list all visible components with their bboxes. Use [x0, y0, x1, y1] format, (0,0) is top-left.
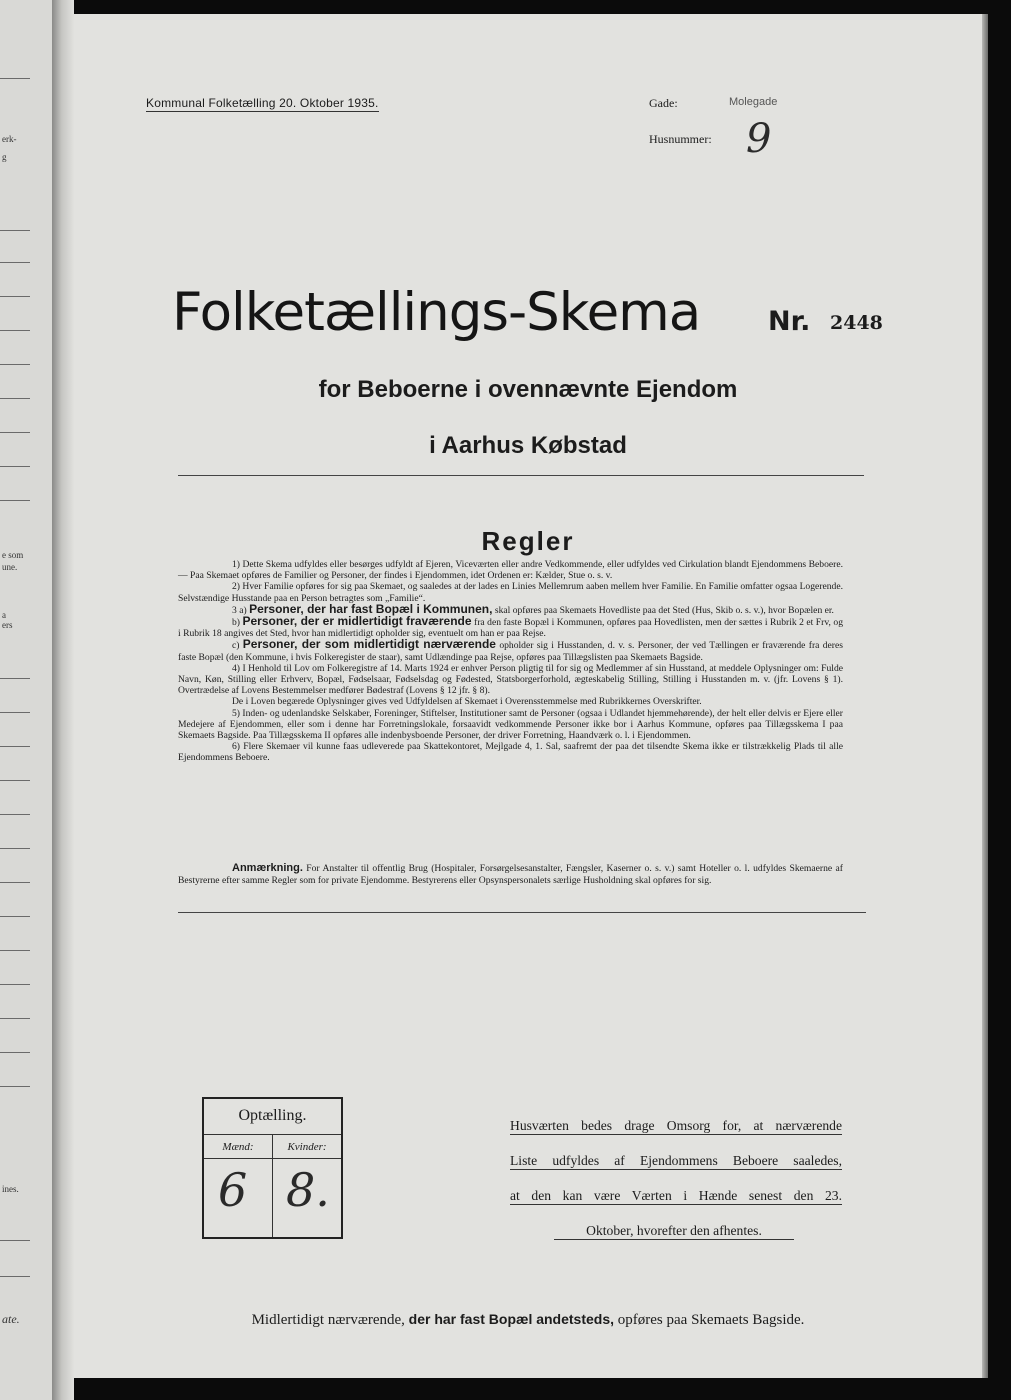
divider — [0, 882, 30, 883]
house-number-label: Husnummer: — [649, 132, 712, 146]
divider — [0, 1276, 30, 1277]
divider — [0, 712, 30, 713]
divider — [178, 912, 866, 913]
rules-heading: Regler — [481, 526, 575, 556]
divider — [0, 1052, 30, 1053]
men-count-value: 6 — [218, 1163, 248, 1217]
rule-1: 1) Dette Skema udfyldes eller besørges udfyldt af Ejeren, Viceværten eller andre Vedkommende, eller udfyldes ved Cirkulation blandt Ejendommens Beboere. — Paa Skemaet opføres de Familier og Personer, der findes i Ejendommen, idet Ordenen er: Kælder, Stue o. s. v. — [178, 559, 843, 582]
divider — [0, 398, 30, 399]
notice-line: Oktober, hvorefter den afhentes. — [554, 1223, 794, 1240]
footer-note — [74, 1311, 982, 1329]
form-title: Folketællings-Skema — [172, 282, 701, 343]
page-fragment-text: une. — [2, 562, 18, 572]
women-count-value: 8. — [286, 1163, 330, 1217]
divider — [0, 330, 30, 331]
census-header: Kommunal Folketælling 20. Oktober 1935. — [146, 96, 379, 110]
divider — [0, 780, 30, 781]
divider — [0, 500, 30, 501]
remark-paragraph — [178, 863, 843, 887]
divider — [0, 364, 30, 365]
divider — [0, 466, 30, 467]
divider — [204, 1158, 341, 1159]
rule-number: 3 a) — [232, 604, 247, 616]
divider — [0, 230, 30, 231]
rule-6: 6) Flere Skemaer vil kunne faas udleverede paa Skattekontoret, Mejlgade 4, 1. Sal, saafremt der paa det tilsendte Skema ikke er tilstrækkelig Plads til alle Ejendommens Beboere. — [178, 741, 843, 764]
divider — [0, 848, 30, 849]
page-fragment-text: erk- — [2, 134, 17, 144]
divider — [0, 1240, 30, 1241]
count-box — [202, 1097, 343, 1239]
women-column-label: Kvinder: — [287, 1141, 327, 1153]
divider — [0, 984, 30, 985]
rule-4b: De i Loven begærede Oplysninger gives ved Udfyldelsen af Skemaet i Overensstemmelse med Rubrikkernes Overskrifter. — [232, 696, 702, 708]
page-fragment-text: e som — [2, 550, 24, 560]
rules-body — [178, 559, 843, 764]
form-number-value: 2448 — [830, 312, 883, 334]
remark-label: Anmærkning. — [232, 862, 303, 874]
divider — [0, 950, 30, 951]
rule-3c — [178, 639, 843, 662]
rule-text: opholder sig i Husstanden, d. v. s. Personer, der ved Tællingen er fraværende fra deres faste Bopæl (den Kommune, i hvis Folkeregister de staar), samt Udlændinge paa Rejse, opføres paa Tillægslisten paa Skemaets Bagside. — [178, 640, 843, 663]
footer-emphasis: der har fast Bopæl andetsteds, — [408, 1311, 615, 1327]
page-fragment-text: ate. — [2, 1312, 20, 1326]
page-fragment-text: ers — [2, 620, 13, 630]
rule-emphasis: Personer, der er midlertidigt fraværende — [242, 614, 472, 629]
rule-3b — [178, 616, 843, 639]
house-number-value: 9 — [746, 116, 772, 162]
census-form-page — [74, 14, 982, 1378]
footer-text: Midlertidigt nærværende, — [251, 1312, 405, 1328]
street-label: Gade: — [649, 96, 678, 110]
footer-text: opføres paa Skemaets Bagside. — [617, 1312, 805, 1328]
rule-text: skal opføres paa Skemaets Hovedliste paa det Sted (Hus, Skib o. s. v.), hvor Bopælen er. — [494, 604, 834, 616]
men-column-label: Mænd: — [222, 1141, 254, 1153]
divider — [0, 678, 30, 679]
book-spine — [52, 0, 74, 1400]
divider — [0, 1086, 30, 1087]
divider — [0, 432, 30, 433]
page-edge — [982, 14, 988, 1378]
form-subtitle-city: i Aarhus Købstad — [429, 432, 627, 459]
rule-number: b) — [232, 617, 240, 629]
page-fragment-text: a — [2, 610, 6, 620]
rule-4: 4) I Henhold til Lov om Folkeregistre af 14. Marts 1924 er enhver Person pligtig til for sig og Medlemmer af sin Husstand, at meddele Oplysninger om: Fulde Navn, Køn, Stilling eller Erhverv, Bopæl, Fødselsaar, Fødselsdag og Fødested, Statsborgerforhold, ægteskabelig Stilling, Stilling i Husstanden m. v. (jfr. Lovens § 1). Overtrædelse af Lovens Bestemmelser medfører Bødestraf (Lovens § 12 jfr. § 8). — [178, 662, 843, 697]
page-fragment-text: ines. — [2, 1184, 19, 1194]
remark-block — [178, 863, 843, 887]
divider — [0, 1018, 30, 1019]
rule-emphasis: Personer, der som midlertidigt nærværende — [242, 637, 496, 652]
page-fragment-text: g — [2, 152, 7, 162]
remark-text: For Anstalter til offentlig Brug (Hospitaler, Forsørgelsesanstalter, Fængsler, Kaserner o. s. v.) samt Hoteller o. l. udfyldes Skemaerne af Bestyrerne efter samme Regler som for private Ejendomme. Bestyrerens eller Opsynspersonalets særlige Husholdning skal opføres for sig. — [178, 863, 843, 886]
divider — [0, 296, 30, 297]
divider — [0, 916, 30, 917]
rule-number: c) — [232, 640, 240, 652]
divider — [0, 78, 30, 79]
notice-line: at den kan være Værten i Hænde senest den 23. — [510, 1188, 842, 1203]
divider — [0, 746, 30, 747]
count-box-title: Optælling. — [238, 1107, 307, 1124]
divider — [178, 475, 864, 476]
rule-text: fra den faste Bopæl i Kommunen, opføres paa Hovedlisten, men der sættes i Rubrik 2 et Frv, og i Rubrik 18 angives det Sted, hvor han midlertidigt opholder sig, eventuelt om han er paa Rejse. — [178, 617, 843, 640]
divider — [0, 814, 30, 815]
rule-5: 5) Inden- og udenlandske Selskaber, Foreninger, Stiftelser, Institutioner samt de Personer (ogsaa i Udlandet hjemmehørende), der helt eller delvis er Ejere eller Medejere af Ejendommen, eller som i denne har Forretningslokale, forsaavidt vedkommende Personer ikke bor i Aarhus Kommune, opføres paa Tillægsskema I paa Skemaets Bagside. Paa Tillægsskema II opføres alle indenbysboende Personer, der driver Forretning, Haandværk o. l. i Ejendommen. — [178, 707, 843, 742]
notice-line: Liste udfyldes af Ejendommens Beboere saaledes, — [510, 1153, 842, 1168]
form-number-label: Nr. — [768, 306, 811, 337]
adjacent-page-fragment — [0, 0, 52, 1400]
divider — [0, 262, 30, 263]
notice-line: Husværten bedes drage Omsorg for, at nærværende — [510, 1118, 842, 1133]
form-subtitle: for Beboerne i ovennævnte Ejendom — [318, 376, 738, 403]
street-value: Molegade — [729, 96, 778, 108]
rule-2: 2) Hver Familie opføres for sig paa Skemaet, og saaledes at der lades en Linies Mellemrum aaben mellem hver Familie. En Familie omfatter ogsaa Logerende. Selvstændige Husstande paa en Person betragtes som „Familie“. — [178, 581, 843, 604]
rule-emphasis: Personer, der har fast Bopæl i Kommunen, — [249, 601, 493, 616]
